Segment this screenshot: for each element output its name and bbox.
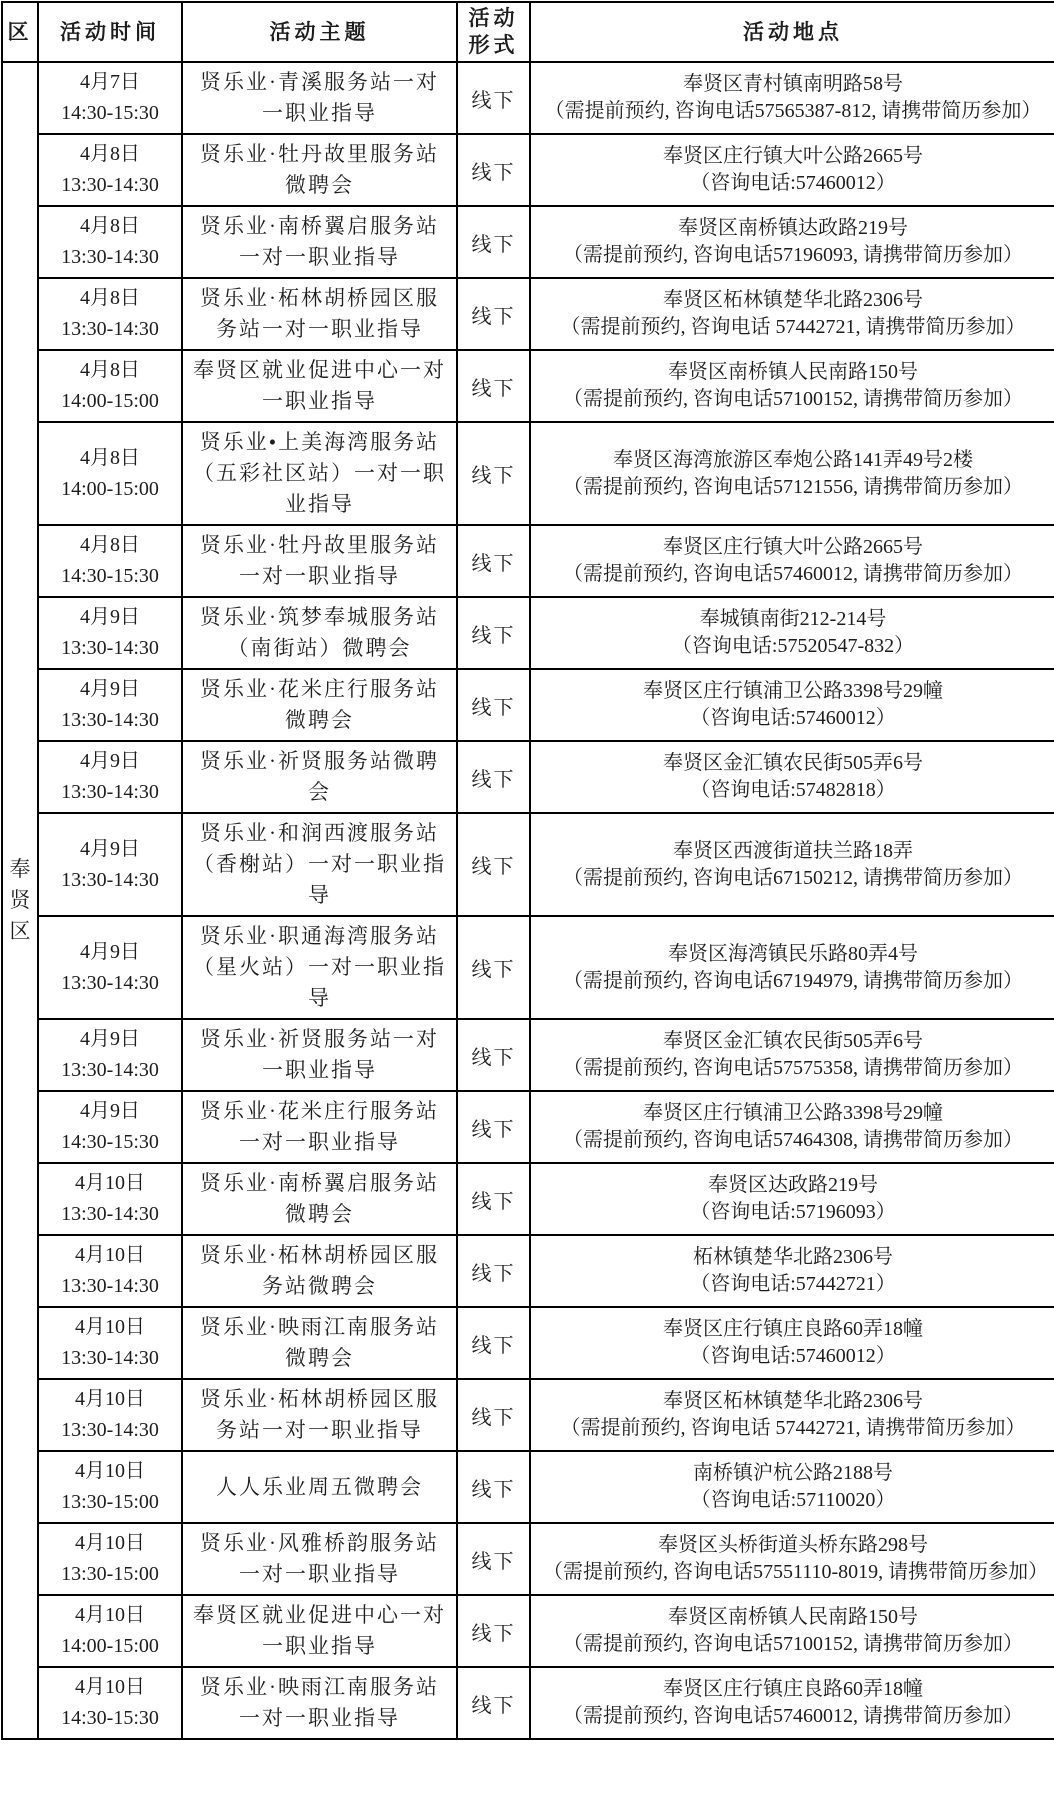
activity-location-cell bbox=[530, 1523, 1054, 1595]
activity-date: 4月10日 bbox=[75, 1244, 145, 1266]
activity-time: 13:30-14:30 bbox=[61, 868, 159, 891]
table-row bbox=[2, 1595, 1054, 1667]
activity-time: 13:30-14:30 bbox=[61, 971, 159, 994]
activity-date: 4月9日 bbox=[80, 678, 140, 700]
activity-location-cell bbox=[530, 525, 1054, 597]
activity-note: （需提前预约, 咨询电话57565387-812, 请携带简历参加） bbox=[544, 100, 1042, 122]
header-activity-time: 活动时间 bbox=[38, 2, 182, 62]
activity-format-cell: 线下 bbox=[457, 1235, 530, 1307]
activity-time-cell bbox=[38, 1595, 182, 1667]
table-row bbox=[2, 1451, 1054, 1523]
activity-time-cell bbox=[38, 1019, 182, 1091]
activity-time: 13:30-14:30 bbox=[61, 637, 159, 659]
activity-format-cell: 线下 bbox=[457, 422, 530, 525]
activity-location-cell bbox=[530, 1667, 1054, 1739]
activity-location-cell bbox=[530, 1163, 1054, 1235]
activity-time-cell bbox=[38, 1523, 182, 1595]
activity-format-cell: 线下 bbox=[457, 1163, 530, 1235]
table-row bbox=[2, 278, 1054, 350]
activity-time-cell bbox=[38, 1163, 182, 1235]
activity-time-cell bbox=[38, 1091, 182, 1163]
activity-location-cell bbox=[530, 1091, 1054, 1163]
activity-note: （咨询电话:57482818） bbox=[690, 779, 896, 801]
activity-location-cell bbox=[530, 597, 1054, 669]
activity-theme-cell: 贤乐业·花米庄行服务站微聘会 bbox=[182, 669, 457, 741]
table-row bbox=[2, 206, 1054, 278]
activity-time-cell bbox=[38, 597, 182, 669]
activity-time-cell bbox=[38, 741, 182, 813]
activity-note: （需提前预约, 咨询电话57460012, 请携带简历参加） bbox=[563, 563, 1023, 585]
activity-note: （需提前预约, 咨询电话67150212, 请携带简历参加） bbox=[563, 866, 1023, 889]
activity-time: 14:30-15:30 bbox=[61, 1131, 159, 1153]
activity-table bbox=[1, 1, 1054, 1740]
activity-format-cell: 线下 bbox=[457, 1523, 530, 1595]
activity-address: 奉贤区金汇镇农民街505弄6号 bbox=[663, 1030, 923, 1052]
activity-date: 4月9日 bbox=[80, 606, 140, 628]
activity-format-cell: 线下 bbox=[457, 525, 530, 597]
activity-time: 13:30-14:30 bbox=[61, 1419, 159, 1441]
header-activity-place: 活动地点 bbox=[530, 2, 1054, 62]
activity-location-cell bbox=[530, 350, 1054, 422]
activity-theme-cell: 贤乐业·牡丹故里服务站一对一职业指导 bbox=[182, 525, 457, 597]
region-cell: 奉贤区 bbox=[2, 62, 38, 1739]
activity-format-cell: 线下 bbox=[457, 1667, 530, 1739]
activity-theme-cell: 贤乐业·和润西渡服务站（香榭站）一对一职业指导 bbox=[182, 813, 457, 916]
activity-location-cell bbox=[530, 1595, 1054, 1667]
activity-address: 柘林镇楚华北路2306号 bbox=[693, 1246, 893, 1268]
activity-location-cell bbox=[530, 1451, 1054, 1523]
activity-time-cell bbox=[38, 134, 182, 206]
activity-theme-cell: 贤乐业·映雨江南服务站微聘会 bbox=[182, 1307, 457, 1379]
activity-time: 14:00-15:00 bbox=[61, 1635, 159, 1657]
activity-format-cell: 线下 bbox=[457, 1379, 530, 1451]
activity-date: 4月8日 bbox=[80, 534, 140, 556]
table-row bbox=[2, 597, 1054, 669]
activity-address: 奉贤区海湾旅游区奉炮公路141弄49号2楼 bbox=[613, 448, 973, 471]
activity-theme-cell: 贤乐业·柘林胡桥园区服务站微聘会 bbox=[182, 1235, 457, 1307]
header-row bbox=[2, 2, 1054, 62]
activity-time-cell bbox=[38, 1451, 182, 1523]
activity-time: 13:30-14:30 bbox=[61, 1275, 159, 1297]
activity-location-cell bbox=[530, 1307, 1054, 1379]
activity-address: 奉贤区庄行镇浦卫公路3398号29幢 bbox=[643, 680, 943, 702]
activity-format-cell: 线下 bbox=[457, 1595, 530, 1667]
table-row bbox=[2, 669, 1054, 741]
activity-theme-cell: 贤乐业·花米庄行服务站一对一职业指导 bbox=[182, 1091, 457, 1163]
activity-address: 奉贤区南桥镇人民南路150号 bbox=[668, 361, 918, 383]
activity-note: （需提前预约, 咨询电话57464308, 请携带简历参加） bbox=[563, 1129, 1023, 1151]
activity-location-cell bbox=[530, 278, 1054, 350]
activity-address: 奉贤区柘林镇楚华北路2306号 bbox=[663, 289, 923, 311]
activity-address: 奉贤区庄行镇庄良路60弄18幢 bbox=[663, 1678, 923, 1700]
activity-location-cell bbox=[530, 1235, 1054, 1307]
table-row bbox=[2, 422, 1054, 525]
activity-date: 4月7日 bbox=[80, 71, 140, 93]
activity-location-cell bbox=[530, 669, 1054, 741]
activity-time-cell bbox=[38, 206, 182, 278]
activity-location-cell bbox=[530, 62, 1054, 134]
activity-note: （咨询电话:57196093） bbox=[690, 1201, 896, 1223]
activity-theme-cell: 贤乐业·南桥翼启服务站一对一职业指导 bbox=[182, 206, 457, 278]
activity-theme-cell: 贤乐业·筑梦奉城服务站（南街站）微聘会 bbox=[182, 597, 457, 669]
activity-format-cell: 线下 bbox=[457, 916, 530, 1019]
activity-time: 13:30-14:30 bbox=[61, 1059, 159, 1081]
activity-format-cell: 线下 bbox=[457, 1307, 530, 1379]
activity-time: 13:30-14:30 bbox=[61, 1347, 159, 1369]
table-row bbox=[2, 813, 1054, 916]
header-district: 区 bbox=[2, 2, 38, 62]
activity-time: 13:30-14:30 bbox=[61, 1203, 159, 1225]
activity-location-cell bbox=[530, 813, 1054, 916]
activity-date: 4月10日 bbox=[75, 1604, 145, 1626]
activity-time-cell bbox=[38, 278, 182, 350]
activity-format-cell: 线下 bbox=[457, 1019, 530, 1091]
activity-theme-cell: 贤乐业·祈贤服务站一对一职业指导 bbox=[182, 1019, 457, 1091]
activity-date: 4月10日 bbox=[75, 1460, 145, 1482]
activity-date: 4月10日 bbox=[75, 1316, 145, 1338]
activity-time: 13:30-15:00 bbox=[61, 1563, 159, 1585]
table-row bbox=[2, 741, 1054, 813]
activity-date: 4月9日 bbox=[80, 1100, 140, 1122]
table-row bbox=[2, 134, 1054, 206]
activity-theme-cell: 贤乐业•上美海湾服务站（五彩社区站）一对一职业指导 bbox=[182, 422, 457, 525]
activity-address: 奉贤区金汇镇农民街505弄6号 bbox=[663, 752, 923, 774]
activity-location-cell bbox=[530, 206, 1054, 278]
activity-time-cell bbox=[38, 669, 182, 741]
activity-note: （咨询电话:57460012） bbox=[690, 1345, 896, 1367]
activity-note: （咨询电话:57110020） bbox=[690, 1489, 896, 1511]
activity-time-cell bbox=[38, 1235, 182, 1307]
activity-format-cell: 线下 bbox=[457, 62, 530, 134]
activity-note: （需提前预约, 咨询电话57121556, 请携带简历参加） bbox=[563, 475, 1023, 498]
table-row bbox=[2, 916, 1054, 1019]
activity-address: 奉贤区西渡街道扶兰路18弄 bbox=[673, 839, 913, 862]
header-activity-theme: 活动主题 bbox=[182, 2, 457, 62]
activity-note: （咨询电话:57460012） bbox=[690, 707, 896, 729]
table-row bbox=[2, 525, 1054, 597]
activity-time: 13:30-14:30 bbox=[61, 174, 159, 196]
activity-time-cell bbox=[38, 1379, 182, 1451]
header-activity-format: 活动形式 bbox=[457, 2, 530, 62]
activity-time-cell bbox=[38, 1667, 182, 1739]
activity-note: （需提前预约, 咨询电话 57442721, 请携带简历参加） bbox=[560, 316, 1026, 338]
activity-theme-cell: 奉贤区就业促进中心一对一职业指导 bbox=[182, 350, 457, 422]
activity-note: （需提前预约, 咨询电话57196093, 请携带简历参加） bbox=[563, 244, 1023, 266]
activity-format-cell: 线下 bbox=[457, 278, 530, 350]
activity-address: 奉贤区柘林镇楚华北路2306号 bbox=[663, 1390, 923, 1412]
activity-date: 4月8日 bbox=[80, 287, 140, 309]
activity-note: （需提前预约, 咨询电话67194979, 请携带简历参加） bbox=[563, 969, 1023, 992]
activity-theme-cell: 贤乐业·柘林胡桥园区服务站一对一职业指导 bbox=[182, 1379, 457, 1451]
activity-theme-cell: 贤乐业·牡丹故里服务站微聘会 bbox=[182, 134, 457, 206]
activity-address: 奉城镇南街212-214号 bbox=[699, 608, 887, 630]
activity-address: 奉贤区庄行镇大叶公路2665号 bbox=[663, 145, 923, 167]
table-row bbox=[2, 1019, 1054, 1091]
activity-address: 奉贤区南桥镇人民南路150号 bbox=[668, 1606, 918, 1628]
activity-date: 4月8日 bbox=[80, 215, 140, 237]
activity-format-cell: 线下 bbox=[457, 813, 530, 916]
activity-time: 14:00-15:00 bbox=[61, 477, 159, 500]
table-row bbox=[2, 1091, 1054, 1163]
activity-theme-cell: 奉贤区就业促进中心一对一职业指导 bbox=[182, 1595, 457, 1667]
activity-location-cell bbox=[530, 1379, 1054, 1451]
activity-theme-cell: 贤乐业·职通海湾服务站（星火站）一对一职业指导 bbox=[182, 916, 457, 1019]
table-row bbox=[2, 1235, 1054, 1307]
activity-date: 4月8日 bbox=[80, 446, 140, 469]
activity-date: 4月9日 bbox=[80, 837, 140, 860]
activity-note: （需提前预约, 咨询电话57575358, 请携带简历参加） bbox=[563, 1057, 1023, 1079]
activity-theme-cell: 贤乐业·风雅桥韵服务站一对一职业指导 bbox=[182, 1523, 457, 1595]
activity-time: 13:30-15:00 bbox=[61, 1491, 159, 1513]
activity-time: 14:30-15:30 bbox=[61, 565, 159, 587]
activity-time: 14:30-15:30 bbox=[61, 102, 159, 124]
table-row bbox=[2, 1523, 1054, 1595]
activity-address: 奉贤区庄行镇庄良路60弄18幢 bbox=[663, 1318, 923, 1340]
activity-date: 4月10日 bbox=[75, 1532, 145, 1554]
activity-address: 奉贤区海湾镇民乐路80弄4号 bbox=[668, 942, 918, 965]
activity-format-cell: 线下 bbox=[457, 1451, 530, 1523]
table-row bbox=[2, 1307, 1054, 1379]
activity-date: 4月9日 bbox=[80, 940, 140, 963]
activity-time: 13:30-14:30 bbox=[61, 781, 159, 803]
table-row bbox=[2, 62, 1054, 134]
activity-date: 4月8日 bbox=[80, 359, 140, 381]
activity-theme-cell: 贤乐业·青溪服务站一对一职业指导 bbox=[182, 62, 457, 134]
activity-address: 奉贤区庄行镇浦卫公路3398号29幢 bbox=[643, 1102, 943, 1124]
activity-note: （需提前预约, 咨询电话57100152, 请携带简历参加） bbox=[563, 1633, 1023, 1655]
activity-format-cell: 线下 bbox=[457, 597, 530, 669]
table-row bbox=[2, 350, 1054, 422]
activity-time-cell bbox=[38, 813, 182, 916]
activity-date: 4月9日 bbox=[80, 750, 140, 772]
activity-location-cell bbox=[530, 741, 1054, 813]
activity-theme-cell: 人人乐业周五微聘会 bbox=[182, 1451, 457, 1523]
activity-format-cell: 线下 bbox=[457, 669, 530, 741]
activity-address: 奉贤区青村镇南明路58号 bbox=[683, 73, 903, 95]
activity-time-cell bbox=[38, 1307, 182, 1379]
activity-theme-cell: 贤乐业·柘林胡桥园区服务站一对一职业指导 bbox=[182, 278, 457, 350]
activity-date: 4月8日 bbox=[80, 143, 140, 165]
table-row bbox=[2, 1379, 1054, 1451]
activity-format-cell: 线下 bbox=[457, 741, 530, 813]
activity-note: （咨询电话:57520547-832） bbox=[671, 635, 915, 657]
activity-format-cell: 线下 bbox=[457, 206, 530, 278]
activity-date: 4月9日 bbox=[80, 1028, 140, 1050]
activity-location-cell bbox=[530, 422, 1054, 525]
table-row bbox=[2, 1163, 1054, 1235]
activity-theme-cell: 贤乐业·映雨江南服务站一对一职业指导 bbox=[182, 1667, 457, 1739]
activity-time: 13:30-14:30 bbox=[61, 318, 159, 340]
activity-note: （需提前预约, 咨询电话57100152, 请携带简历参加） bbox=[563, 388, 1023, 410]
activity-location-cell bbox=[530, 134, 1054, 206]
activity-format-cell: 线下 bbox=[457, 1091, 530, 1163]
activity-theme-cell: 贤乐业·祈贤服务站微聘会 bbox=[182, 741, 457, 813]
activity-time-cell bbox=[38, 916, 182, 1019]
activity-address: 奉贤区达政路219号 bbox=[708, 1174, 878, 1196]
activity-note: （咨询电话:57442721） bbox=[690, 1273, 896, 1295]
activity-time-cell bbox=[38, 525, 182, 597]
activity-address: 奉贤区头桥街道头桥东路298号 bbox=[658, 1534, 928, 1556]
activity-format-cell: 线下 bbox=[457, 134, 530, 206]
table-row bbox=[2, 1667, 1054, 1739]
activity-time: 14:30-15:30 bbox=[61, 1707, 159, 1729]
activity-note: （咨询电话:57460012） bbox=[690, 172, 896, 194]
activity-time: 14:00-15:00 bbox=[61, 390, 159, 412]
activity-note: （需提前预约, 咨询电话57551110-8019, 请携带简历参加） bbox=[543, 1561, 1049, 1583]
activity-date: 4月10日 bbox=[75, 1172, 145, 1194]
activity-note: （需提前预约, 咨询电话57460012, 请携带简历参加） bbox=[563, 1705, 1023, 1727]
activity-time-cell bbox=[38, 62, 182, 134]
activity-address: 奉贤区南桥镇达政路219号 bbox=[678, 217, 908, 239]
activity-time: 13:30-14:30 bbox=[61, 709, 159, 731]
activity-format-cell: 线下 bbox=[457, 350, 530, 422]
activity-address: 南桥镇沪杭公路2188号 bbox=[693, 1462, 893, 1484]
activity-time-cell bbox=[38, 422, 182, 525]
activity-time: 13:30-14:30 bbox=[61, 246, 159, 268]
activity-date: 4月10日 bbox=[75, 1388, 145, 1410]
activity-location-cell bbox=[530, 1019, 1054, 1091]
activity-note: （需提前预约, 咨询电话 57442721, 请携带简历参加） bbox=[560, 1417, 1026, 1439]
activity-location-cell bbox=[530, 916, 1054, 1019]
activity-address: 奉贤区庄行镇大叶公路2665号 bbox=[663, 536, 923, 558]
activity-date: 4月10日 bbox=[75, 1676, 145, 1698]
activity-time-cell bbox=[38, 350, 182, 422]
activity-theme-cell: 贤乐业·南桥翼启服务站微聘会 bbox=[182, 1163, 457, 1235]
